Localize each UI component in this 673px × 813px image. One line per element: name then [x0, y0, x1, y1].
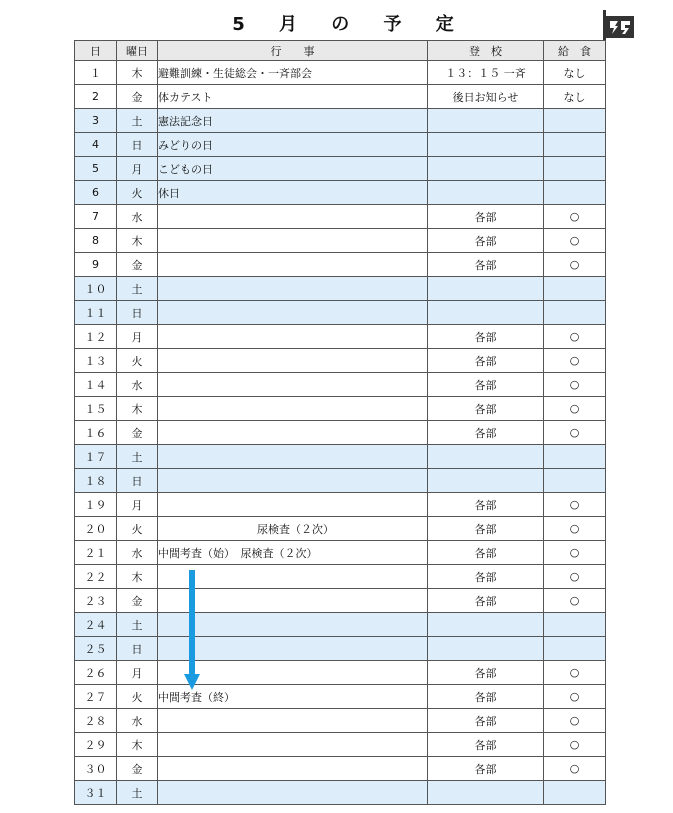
header-event: 行 事	[158, 41, 428, 61]
event-cell	[158, 397, 428, 421]
school-cell: 各部	[428, 229, 544, 253]
header-lunch: 給 食	[544, 41, 606, 61]
table-row	[75, 109, 606, 133]
table-row	[75, 325, 606, 349]
weekday-cell: 月	[117, 493, 158, 517]
lunch-cell	[544, 109, 606, 133]
table-row	[75, 229, 606, 253]
lunch-cell	[544, 781, 606, 805]
day-cell: １５	[75, 397, 117, 421]
lunch-cell	[544, 469, 606, 493]
school-cell	[428, 109, 544, 133]
school-cell	[428, 157, 544, 181]
weekday-cell: 金	[117, 85, 158, 109]
lunch-cell	[544, 277, 606, 301]
day-cell: 5	[75, 157, 117, 181]
day-cell: 2	[75, 85, 117, 109]
event-cell	[158, 205, 428, 229]
school-cell	[428, 301, 544, 325]
event-cell	[158, 733, 428, 757]
weekday-cell: 日	[117, 469, 158, 493]
day-cell: ３０	[75, 757, 117, 781]
event-cell: 憲法記念日	[158, 109, 428, 133]
table-row	[75, 493, 606, 517]
school-cell: 各部	[428, 349, 544, 373]
weekday-cell: 木	[117, 733, 158, 757]
day-cell: ２６	[75, 661, 117, 685]
event-cell	[158, 301, 428, 325]
day-cell: ２７	[75, 685, 117, 709]
table-row	[75, 421, 606, 445]
day-cell: ２９	[75, 733, 117, 757]
day-cell: １６	[75, 421, 117, 445]
down-arrow-icon	[184, 570, 200, 692]
day-cell: １９	[75, 493, 117, 517]
table-row	[75, 157, 606, 181]
flag-icon	[603, 10, 637, 54]
day-cell: 7	[75, 205, 117, 229]
school-cell: 各部	[428, 685, 544, 709]
lunch-cell: ○	[544, 757, 606, 781]
day-cell: 4	[75, 133, 117, 157]
table-row	[75, 349, 606, 373]
table-row	[75, 541, 606, 565]
school-cell: 各部	[428, 709, 544, 733]
weekday-cell: 日	[117, 133, 158, 157]
school-cell: 各部	[428, 757, 544, 781]
school-cell	[428, 781, 544, 805]
day-cell: ２１	[75, 541, 117, 565]
table-row	[75, 757, 606, 781]
table-row	[75, 61, 606, 85]
event-cell	[158, 469, 428, 493]
event-cell	[158, 373, 428, 397]
weekday-cell: 金	[117, 589, 158, 613]
day-cell: ２４	[75, 613, 117, 637]
day-cell: 8	[75, 229, 117, 253]
event-cell: こどもの日	[158, 157, 428, 181]
table-row	[75, 469, 606, 493]
lunch-cell	[544, 613, 606, 637]
weekday-cell: 土	[117, 445, 158, 469]
weekday-cell: 木	[117, 61, 158, 85]
day-cell: 3	[75, 109, 117, 133]
day-cell: ２０	[75, 517, 117, 541]
school-cell: 各部	[428, 397, 544, 421]
lunch-cell: ○	[544, 661, 606, 685]
day-cell: 9	[75, 253, 117, 277]
page-title: 5 月 の 予 定	[232, 14, 468, 35]
day-cell: ２８	[75, 709, 117, 733]
school-cell: 各部	[428, 661, 544, 685]
school-cell	[428, 445, 544, 469]
event-cell	[158, 445, 428, 469]
school-cell: 各部	[428, 565, 544, 589]
lunch-cell: ○	[544, 229, 606, 253]
school-cell: 各部	[428, 733, 544, 757]
weekday-cell: 月	[117, 157, 158, 181]
lunch-cell: ○	[544, 421, 606, 445]
event-cell	[158, 493, 428, 517]
event-cell: 避難訓練・生徒総会・一斉部会	[158, 61, 428, 85]
weekday-cell: 水	[117, 373, 158, 397]
event-cell	[158, 781, 428, 805]
table-row	[75, 661, 606, 685]
lunch-cell: ○	[544, 685, 606, 709]
event-cell: 休日	[158, 181, 428, 205]
school-cell: 各部	[428, 493, 544, 517]
lunch-cell: ○	[544, 349, 606, 373]
event-cell	[158, 253, 428, 277]
table-row	[75, 781, 606, 805]
table-row	[75, 709, 606, 733]
weekday-cell: 木	[117, 397, 158, 421]
table-row	[75, 373, 606, 397]
day-cell: １１	[75, 301, 117, 325]
lunch-cell: ○	[544, 253, 606, 277]
school-cell: 各部	[428, 589, 544, 613]
day-cell: １	[75, 61, 117, 85]
weekday-cell: 月	[117, 325, 158, 349]
table-row	[75, 565, 606, 589]
table-header-row	[75, 41, 606, 61]
weekday-cell: 土	[117, 613, 158, 637]
table-row	[75, 85, 606, 109]
school-cell: 各部	[428, 517, 544, 541]
lunch-cell: ○	[544, 493, 606, 517]
school-cell	[428, 133, 544, 157]
weekday-cell: 金	[117, 421, 158, 445]
lunch-cell	[544, 181, 606, 205]
event-cell	[158, 277, 428, 301]
event-cell	[158, 421, 428, 445]
lunch-cell: ○	[544, 325, 606, 349]
table-row	[75, 637, 606, 661]
weekday-cell: 金	[117, 757, 158, 781]
school-cell: １３：１５ 一斉	[428, 61, 544, 85]
event-cell	[158, 757, 428, 781]
day-cell: １２	[75, 325, 117, 349]
header-weekday: 曜日	[117, 41, 158, 61]
lunch-cell: なし	[544, 85, 606, 109]
lunch-cell: ○	[544, 565, 606, 589]
lunch-cell: ○	[544, 589, 606, 613]
table-row	[75, 517, 606, 541]
weekday-cell: 木	[117, 565, 158, 589]
header-school: 登 校	[428, 41, 544, 61]
lunch-cell	[544, 637, 606, 661]
school-cell	[428, 469, 544, 493]
weekday-cell: 火	[117, 685, 158, 709]
schedule-body	[75, 61, 606, 805]
event-cell	[158, 229, 428, 253]
table-row	[75, 685, 606, 709]
header-day: 日	[75, 41, 117, 61]
school-cell: 各部	[428, 373, 544, 397]
weekday-cell: 水	[117, 205, 158, 229]
weekday-cell: 日	[117, 637, 158, 661]
weekday-cell: 火	[117, 181, 158, 205]
event-cell	[158, 709, 428, 733]
weekday-cell: 木	[117, 229, 158, 253]
event-cell: 体カテスト	[158, 85, 428, 109]
table-row	[75, 301, 606, 325]
weekday-cell: 金	[117, 253, 158, 277]
event-cell	[158, 325, 428, 349]
lunch-cell: ○	[544, 733, 606, 757]
weekday-cell: 土	[117, 781, 158, 805]
table-row	[75, 277, 606, 301]
lunch-cell: なし	[544, 61, 606, 85]
school-cell: 各部	[428, 205, 544, 229]
table-row	[75, 733, 606, 757]
day-cell: ２３	[75, 589, 117, 613]
day-cell: １７	[75, 445, 117, 469]
school-cell: 各部	[428, 541, 544, 565]
day-cell: １４	[75, 373, 117, 397]
lunch-cell: ○	[544, 205, 606, 229]
table-row	[75, 445, 606, 469]
table-row	[75, 205, 606, 229]
event-cell: みどりの日	[158, 133, 428, 157]
school-cell	[428, 181, 544, 205]
school-cell	[428, 613, 544, 637]
weekday-cell: 水	[117, 709, 158, 733]
event-cell: 尿検査（２次）	[158, 517, 428, 541]
table-row	[75, 589, 606, 613]
weekday-cell: 土	[117, 109, 158, 133]
lunch-cell	[544, 157, 606, 181]
day-cell: １８	[75, 469, 117, 493]
lunch-cell: ○	[544, 709, 606, 733]
weekday-cell: 水	[117, 541, 158, 565]
school-cell	[428, 277, 544, 301]
event-cell: 中間考査（始） 尿検査（２次）	[158, 541, 428, 565]
lunch-cell: ○	[544, 397, 606, 421]
lunch-cell	[544, 445, 606, 469]
day-cell: ２５	[75, 637, 117, 661]
table-row	[75, 613, 606, 637]
weekday-cell: 月	[117, 661, 158, 685]
school-cell: 各部	[428, 253, 544, 277]
lunch-cell: ○	[544, 517, 606, 541]
lunch-cell	[544, 133, 606, 157]
day-cell: ２２	[75, 565, 117, 589]
table-row	[75, 253, 606, 277]
weekday-cell: 火	[117, 517, 158, 541]
event-cell: 中間考査（終）	[158, 685, 428, 709]
day-cell: 6	[75, 181, 117, 205]
table-row	[75, 133, 606, 157]
day-cell: １０	[75, 277, 117, 301]
weekday-cell: 日	[117, 301, 158, 325]
day-cell: １３	[75, 349, 117, 373]
event-cell	[158, 349, 428, 373]
table-row	[75, 397, 606, 421]
lunch-cell	[544, 301, 606, 325]
schedule-table	[74, 40, 606, 805]
school-cell: 各部	[428, 421, 544, 445]
weekday-cell: 土	[117, 277, 158, 301]
school-cell: 後日お知らせ	[428, 85, 544, 109]
weekday-cell: 火	[117, 349, 158, 373]
lunch-cell: ○	[544, 541, 606, 565]
school-cell: 各部	[428, 325, 544, 349]
school-cell	[428, 637, 544, 661]
table-row	[75, 181, 606, 205]
day-cell: ３１	[75, 781, 117, 805]
lunch-cell: ○	[544, 373, 606, 397]
